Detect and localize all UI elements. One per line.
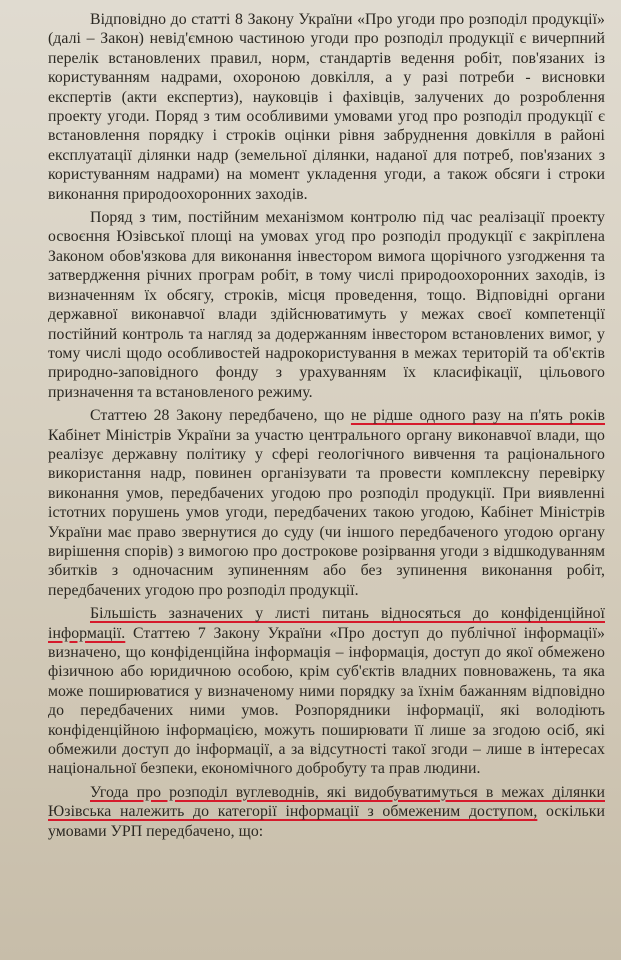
letter-paragraph — [48, 783, 605, 841]
paragraph-text: Кабінет Міністрів України за участю центрального органу виконавчої влади, що реалізує державну політику у сфері геологічного вивчення та раціонального використання надр, повинен організувати та провести комплексну перевірку виконання умов, передбачених угодою про розподіл продукції. При виявленні істотних порушень умов угоди, передбачених такою угодою, Кабінет Міністрів України має право звернутися до суду (чи іншого передбаченого угодою органу вирішення спорів) з вимогою про дострокове розірвання угоди з відшкодуванням збитків з одночасним зупиненням або без зупинення виконання робіт, передбачених угодою про розподіл продукції. — [48, 426, 605, 599]
highlighted-text: Угода про розподіл вуглеводнів, які видобуватимуться в межах ділянки Юзівська належить до категорії інформації з обмеженим доступом, — [48, 783, 605, 821]
letter-paragraph — [48, 406, 605, 600]
letter-paragraph — [48, 208, 605, 402]
highlighted-text: Більшість зазначених у листі питань відносяться до конфіденційної інформації. — [48, 605, 605, 642]
paragraph-text: Статтею 28 Закону передбачено, що — [90, 407, 351, 425]
paragraph-text: оскільки умовами УРП передбачено, що: — [48, 803, 606, 840]
highlighted-text: не рідше одного разу на п'ять років — [350, 407, 605, 425]
letter-paragraph — [48, 604, 605, 779]
paragraph-text: Статтею 7 Закону України «Про доступ до публічної інформації» визначено, що конфіденційна інформація – інформація, доступ до якої обмежено фізичною або юридичною особою, крім суб'єктів владних повноважень, та яка може поширюватися у визначеному ними порядку за їхнім бажанням відповідно до передбачених ними умов. Розпорядники інформації, які володіють конфіденційною інформацією, можуть поширювати її лише за згодою осіб, які обмежили доступ до інформації, а за відсутності такої згоди – лише в інтересах національної безпеки, економічного добробуту та прав людини. — [48, 624, 605, 778]
letter-paragraph — [48, 10, 605, 204]
letter-body — [48, 10, 605, 841]
paragraph-text: Відповідно до статті 8 Закону України «Про угоди про розподіл продукції» (далі – Закон) невід'ємною частиною угоди про розподіл продукції є вичерпний перелік встановлених правил, норм, стандартів ведення робіт, пов'язаних із користуванням надрами, охороною довкілля, а у разі потреби - висновки експертів (акти експертиз), науковців і фахівців, залучених до розроблення проекту угоди. Поряд з тим особливими умовами угод про розподіл продукції є встановлення порядку і строків оцінки рівня забруднення довкілля в районі експлуатації ділянки надр (земельної ділянки, наданої для потреб, пов'язаних з користуванням надрами) на момент укладення угоди, а також обсяги і строки виконання природоохоронних заходів. — [48, 11, 605, 203]
paragraph-text: Поряд з тим, постійним механізмом контролю під час реалізації проекту освоєння Юзівської площі на умовах угод про розподіл продукції є закріплена Законом обов'язкова для виконання інвестором вимога щорічного узгодження та затвердження річних програм робіт, в тому числі природоохоронних заходів, із визначенням їх обсягу, строків, місця проведення, тощо. Відповідні органи державної виконавчої влади здійснюватимуть у межах своєї компетенції постійний контроль та нагляд за додержанням інвестором встановлених вимог, у тому числі щодо особливостей надрокористування в межах територій та об'єктів природно-заповідного фонду з урахуванням їх класифікації, цільового призначення та встановленого режиму. — [48, 209, 605, 401]
